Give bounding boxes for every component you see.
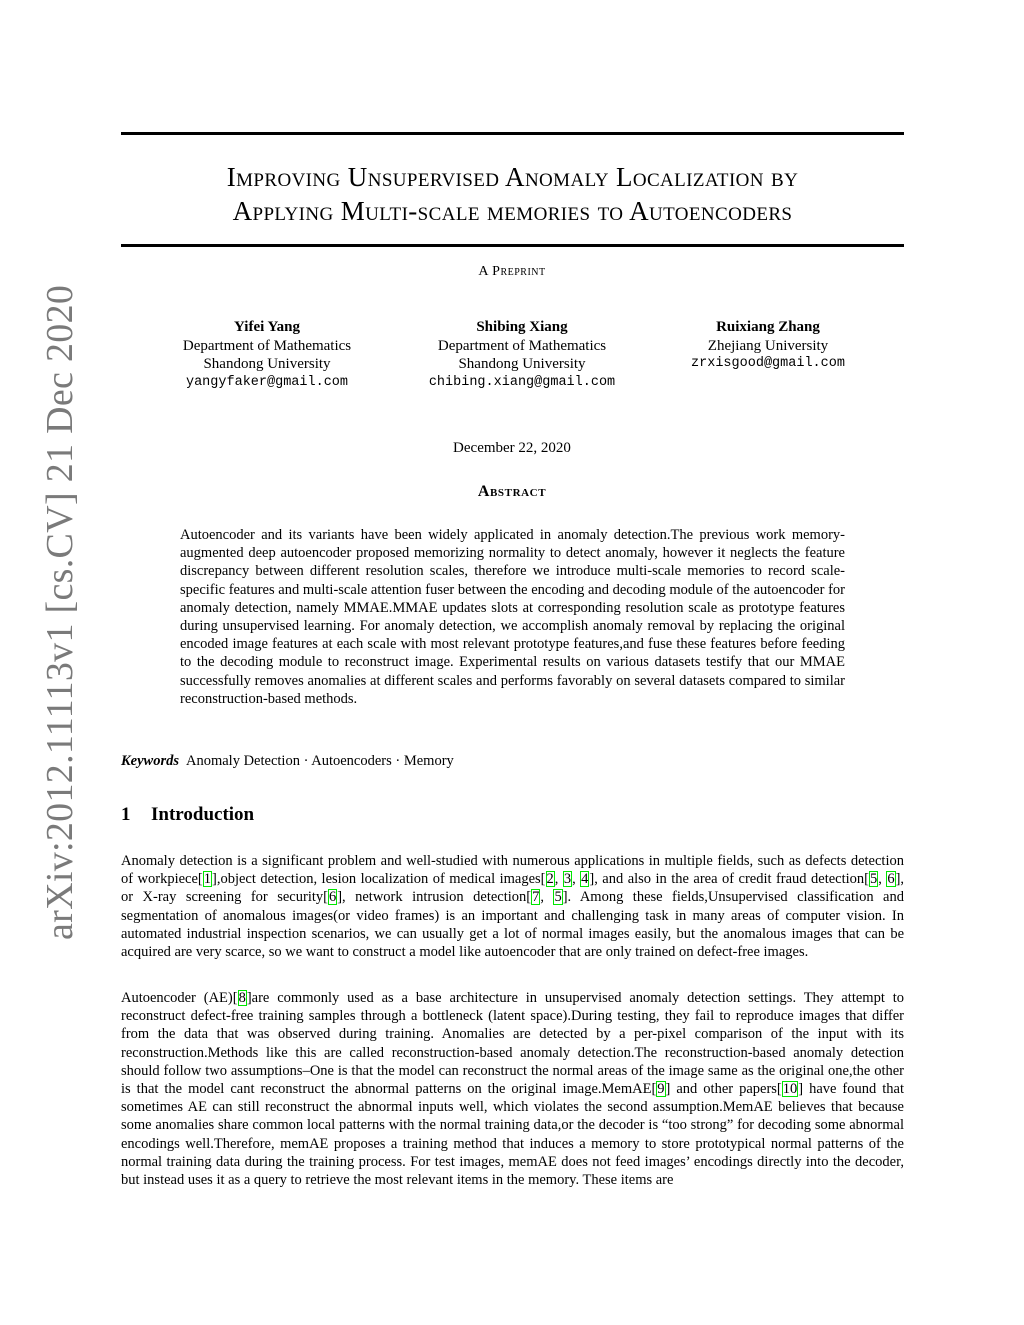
keywords-list: Anomaly Detection · Autoencoders · Memory bbox=[186, 753, 454, 769]
publication-date: December 22, 2020 bbox=[453, 440, 571, 456]
title-line-2: Applying Multi-scale memories to Autoencoders bbox=[232, 196, 793, 226]
text-run: ],object detection, lesion localization of medical images[ bbox=[212, 871, 546, 888]
keywords-label: Keywords bbox=[121, 753, 179, 769]
author-affiliation: Zhejiang University bbox=[707, 337, 829, 354]
author-name: Ruixiang Zhang bbox=[716, 319, 820, 335]
text-run: ]are commonly used as a base architecture in unsupervised anomaly detection settings. They attempt to reconstruct defect-free training samples through a bottleneck (latent space).During testing, they fail to reproduce images that differ from the data that was observed during training. Anomalies are detected by a per-pixel comparison of the input with its reconstruction.Methods like this are called reconstruction-based anomaly detection.The reconstruction-based anomaly detection should follow two assumptions–One is that the model can reconstruct the normal areas of the image same as the original one,the other is that the model cant reconstruct the abnormal patterns on the original image.MemAE[ bbox=[121, 990, 904, 1098]
citation-link[interactable]: 5 bbox=[554, 889, 562, 906]
citation-link[interactable]: 5 bbox=[869, 871, 878, 888]
text-run: Autoencoder (AE)[ bbox=[121, 990, 238, 1006]
keywords-line bbox=[121, 753, 454, 770]
preprint-label: A Preprint bbox=[478, 264, 546, 279]
citation-link[interactable]: 7 bbox=[532, 889, 540, 906]
citation-link[interactable]: 4 bbox=[581, 871, 589, 888]
author-department: Department of Mathematics bbox=[437, 337, 607, 354]
text-run: ], and also in the area of credit fraud detection[ bbox=[589, 871, 869, 888]
author-name: Yifei Yang bbox=[234, 319, 300, 335]
author-affiliation: Shandong University bbox=[203, 356, 331, 372]
author-email[interactable]: zrxisgood@gmail.com bbox=[691, 356, 845, 371]
author-email[interactable]: chibing.xiang@gmail.com bbox=[428, 374, 616, 390]
citation-link[interactable]: 9 bbox=[657, 1081, 665, 1098]
text-run: ] have found that sometimes AE can still reconstruct the abnormal inputs well, which violates the second assumption.MemAE believes that because some anomalies share common local patterns with the normal training data,or the decoder is “too strong” for decoding some abnormal encodings well.Therefore, memAE proposes a training method that induces a memory to store prototypical normal patterns of the normal training data during the training process. For test images, memAE does not feed images’ encodings directly into the decoder, but instead uses it as a query to retrieve the most relevant items in the memory. These items are bbox=[121, 1081, 904, 1189]
citation-link[interactable]: 6 bbox=[887, 871, 895, 888]
author-email[interactable]: yangyfaker@gmail.com bbox=[185, 374, 349, 390]
abstract-text: Autoencoder and its variants have been widely applicated in anomaly detection.The previous work memory-augmented deep autoencoder proposed memorizing normality to detect anomaly, however it neglects the feature discrepancy between different resolution scales, therefore we introduce multi-scale memories to record scale-specific features and multi-scale attention fuser between the encoding and decoding module of the autoencoder for anomaly detection, namely MMAE.MMAE updates slots at corresponding resolution scale as prototype features during unsupervised learning. For anomaly detection, we accomplish anomaly removal by replacing the original encoded image features at each scale with most relevant prototype features,and fuse these features before feeding to the decoding module to reconstruct image. Experimental results on various datasets testify that our MMAE successfully removes anomalies at different scales and performs favorably on several datasets compared to similar reconstruction-based methods. bbox=[180, 527, 845, 707]
author-block-1 bbox=[164, 318, 370, 392]
abstract-heading: Abstract bbox=[477, 483, 547, 500]
citation-link[interactable]: 10 bbox=[782, 1081, 798, 1098]
author-affiliation: Shandong University bbox=[458, 356, 586, 372]
citation-link[interactable]: 8 bbox=[238, 990, 246, 1006]
paper-title bbox=[121, 160, 904, 228]
citation-link[interactable]: 1 bbox=[203, 871, 211, 888]
text-run: ], or X-ray screening for security[ bbox=[121, 871, 905, 906]
arxiv-identifier-stamp: arXiv:2012.11113v1 [cs.CV] 21 Dec 2020 bbox=[39, 284, 81, 940]
author-department: Department of Mathematics bbox=[182, 337, 352, 354]
text-run: ]. Among these fields,Unsupervised classification and segmentation of anomalous images(or video frames) is an important and challenging task in many areas of computer vision. In automated industrial inspection scenarios, we can usually get a lot of normal images easily, but the anomalous images that can be acquired are very scarce, so we want to construct a model like autoencoder that are only trained on defect-free images. bbox=[121, 889, 904, 961]
title-bottom-rule bbox=[121, 244, 904, 247]
author-block-3 bbox=[670, 318, 866, 374]
intro-paragraph-1: Anomaly detection is a significant problem and well-studied with numerous applications in multiple fields, such as defects detection of workpiece[1],object detection, lesion localization of medical images[2, 3, 4], and also in the area of credit fraud detection[5, 6], or X-ray screening for security[6], network intrusion detection[7, 5]. Among these fields,Unsupervised classification and segmentation of anomalous images(or video frames) is an important and challenging task in many areas of computer vision. In automated industrial inspection scenarios, we can usually get a lot of normal images easily, but the anomalous images that can be acquired are very scarce, so we want to construct a model like autoencoder that are only trained on defect-free images. bbox=[121, 853, 905, 961]
text-run: ] and other papers[ bbox=[665, 1081, 782, 1098]
section-title: Introduction bbox=[151, 804, 255, 825]
intro-paragraph-2 bbox=[121, 989, 904, 1189]
title-top-rule bbox=[121, 132, 904, 135]
citation-link[interactable]: 6 bbox=[328, 889, 337, 906]
title-line-1: Improving Unsupervised Anomaly Localization by bbox=[226, 162, 799, 192]
citation-link[interactable]: 2 bbox=[546, 871, 554, 888]
text-run: ], network intrusion detection[ bbox=[337, 889, 532, 906]
text-run: Anomaly detection is a significant problem and well-studied with numerous applications in multiple fields, such as defects detection of workpiece[ bbox=[121, 853, 904, 888]
section-heading bbox=[121, 804, 254, 826]
author-block-2 bbox=[410, 318, 634, 392]
citation-link[interactable]: 3 bbox=[563, 871, 572, 888]
author-name: Shibing Xiang bbox=[476, 319, 568, 335]
section-number: 1 bbox=[121, 804, 131, 825]
